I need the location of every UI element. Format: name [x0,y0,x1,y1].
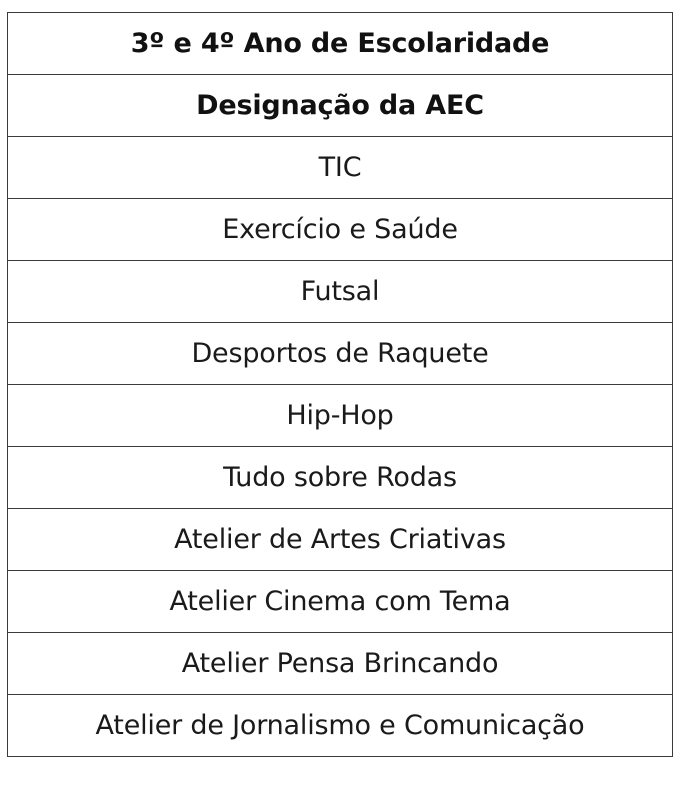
table-row [8,199,673,261]
table-cell: TIC [8,137,673,199]
table-cell: Hip-Hop [8,385,673,447]
table-cell: Futsal [8,261,673,323]
table-row [8,447,673,509]
table-row [8,137,673,199]
table-row [8,261,673,323]
table-row [8,323,673,385]
table-cell: Atelier de Artes Criativas [8,509,673,571]
table-header-row [8,75,673,137]
aec-activities-table [7,12,673,757]
table-header-row [8,13,673,75]
table-row [8,385,673,447]
table-cell: Desportos de Raquete [8,323,673,385]
table-cell: Exercício e Saúde [8,199,673,261]
table-cell: Atelier Pensa Brincando [8,633,673,695]
table-cell: Atelier de Jornalismo e Comunicação [8,695,673,757]
table-row [8,509,673,571]
grade-level-heading: 3º e 4º Ano de Escolaridade [8,13,673,75]
table-row [8,571,673,633]
table-cell: Tudo sobre Rodas [8,447,673,509]
aec-designation-heading: Designação da AEC [8,75,673,137]
table-row [8,695,673,757]
table-cell: Atelier Cinema com Tema [8,571,673,633]
table-row [8,633,673,695]
